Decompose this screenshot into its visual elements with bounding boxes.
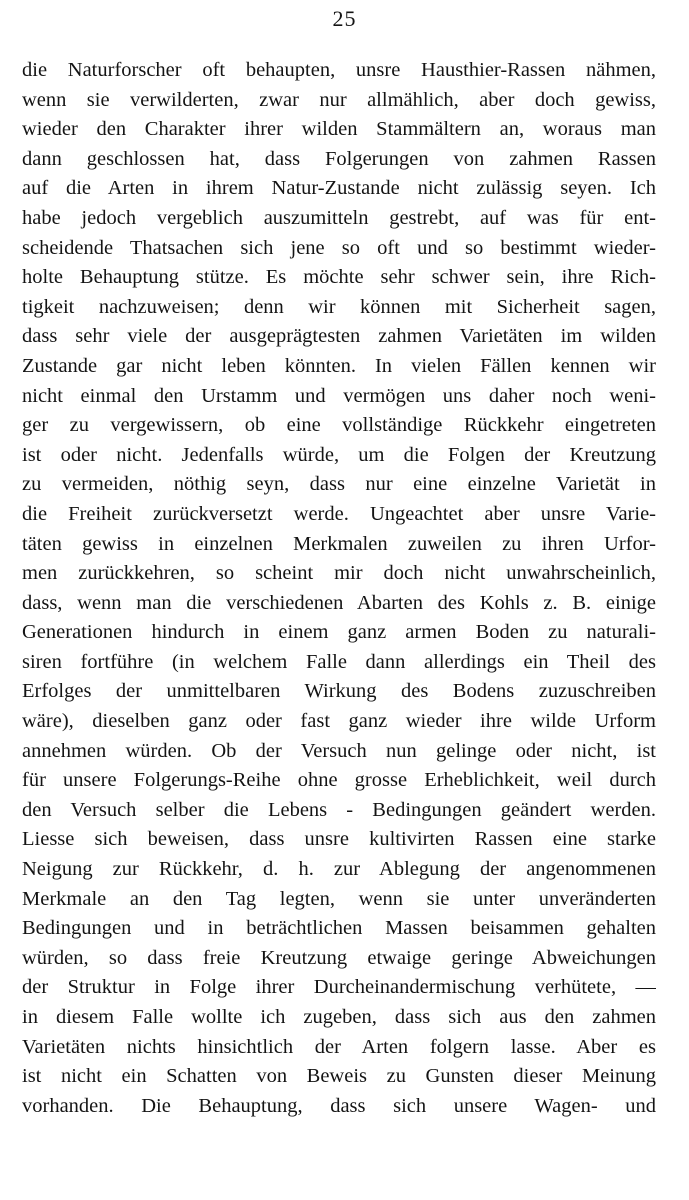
- text-line: Erfolges der unmittelbaren Wirkung des Bodens zuzuschreiben: [22, 680, 656, 703]
- text-line: tigkeit nachzuweisen; denn wir können mit Sicherheit sagen,: [22, 295, 656, 318]
- text-line: Merkmale an den Tag legten, wenn sie unter unveränderten: [22, 887, 656, 910]
- text-line: würden, so dass freie Kreutzung etwaige geringe Abweichungen: [22, 946, 656, 969]
- text-line: für unsere Folgerungs-Reihe ohne grosse Erheblichkeit, weil durch: [22, 769, 656, 792]
- text-line: annehmen würden. Ob der Versuch nun gelinge oder nicht, ist: [22, 739, 656, 762]
- text-line: täten gewiss in einzelnen Merkmalen zuweilen zu ihren Urfor-: [22, 532, 656, 555]
- text-line: habe jedoch vergeblich auszumitteln gestrebt, auf was für ent-: [22, 206, 656, 229]
- text-line: Varietäten nichts hinsichtlich der Arten folgern lasse. Aber es: [22, 1035, 656, 1058]
- text-line: die Freiheit zurückversetzt werde. Ungeachtet aber unsre Varie-: [22, 502, 656, 525]
- text-line: wieder den Charakter ihrer wilden Stammältern an, woraus man: [22, 118, 656, 141]
- text-line: scheidende Thatsachen sich jene so oft und so bestimmt wieder-: [22, 236, 656, 259]
- text-line: holte Behauptung stütze. Es möchte sehr schwer sein, ihre Rich-: [22, 266, 656, 289]
- text-line: Neigung zur Rückkehr, d. h. zur Ablegung der angenommenen: [22, 858, 656, 881]
- text-line: vorhanden. Die Behauptung, dass sich unsere Wagen- und: [22, 1094, 656, 1117]
- text-line: nicht einmal den Urstamm und vermögen uns daher noch weni-: [22, 384, 656, 407]
- body-text: [22, 56, 656, 1121]
- page-number: 25: [332, 6, 357, 31]
- text-line: Bedingungen und in beträchtlichen Massen beisammen gehalten: [22, 917, 656, 940]
- text-line: ist oder nicht. Jedenfalls würde, um die Folgen der Kreutzung: [22, 443, 656, 466]
- text-line: ist nicht ein Schatten von Beweis zu Gunsten dieser Meinung: [22, 1065, 656, 1088]
- text-line: der Struktur in Folge ihrer Durcheinandermischung verhütete, —: [22, 976, 656, 999]
- text-line: ger zu vergewissern, ob eine vollständige Rückkehr eingetreten: [22, 414, 656, 437]
- text-line: zu vermeiden, nöthig seyn, dass nur eine einzelne Varietät in: [22, 473, 656, 496]
- text-line: dass, wenn man die verschiedenen Abarten des Kohls z. B. einige: [22, 591, 656, 614]
- text-line: auf die Arten in ihrem Natur-Zustande nicht zulässig seyen. Ich: [22, 177, 656, 200]
- text-line: Liesse sich beweisen, dass unsre kultivirten Rassen eine starke: [22, 828, 656, 851]
- text-line: men zurückkehren, so scheint mir doch nicht unwahrscheinlich,: [22, 562, 656, 585]
- text-line: den Versuch selber die Lebens - Bedingungen geändert werden.: [22, 798, 656, 821]
- text-line: Zustande gar nicht leben könnten. In vielen Fällen kennen wir: [22, 354, 656, 377]
- text-line: in diesem Falle wollte ich zugeben, dass sich aus den zahmen: [22, 1006, 656, 1028]
- text-line: dann geschlossen hat, dass Folgerungen von zahmen Rassen: [22, 147, 656, 170]
- text-line: siren fortführe (in welchem Falle dann allerdings ein Theil des: [22, 650, 656, 673]
- text-line: Generationen hindurch in einem ganz armen Boden zu naturali-: [22, 621, 656, 644]
- text-line: wäre), dieselben ganz oder fast ganz wieder ihre wilde Urform: [22, 710, 656, 733]
- text-line: wenn sie verwilderten, zwar nur allmählich, aber doch gewiss,: [22, 88, 656, 111]
- text-line: die Naturforscher oft behaupten, unsre Hausthier-Rassen nähmen,: [22, 59, 656, 81]
- text-line: dass sehr viele der ausgeprägtesten zahmen Varietäten im wilden: [22, 325, 656, 348]
